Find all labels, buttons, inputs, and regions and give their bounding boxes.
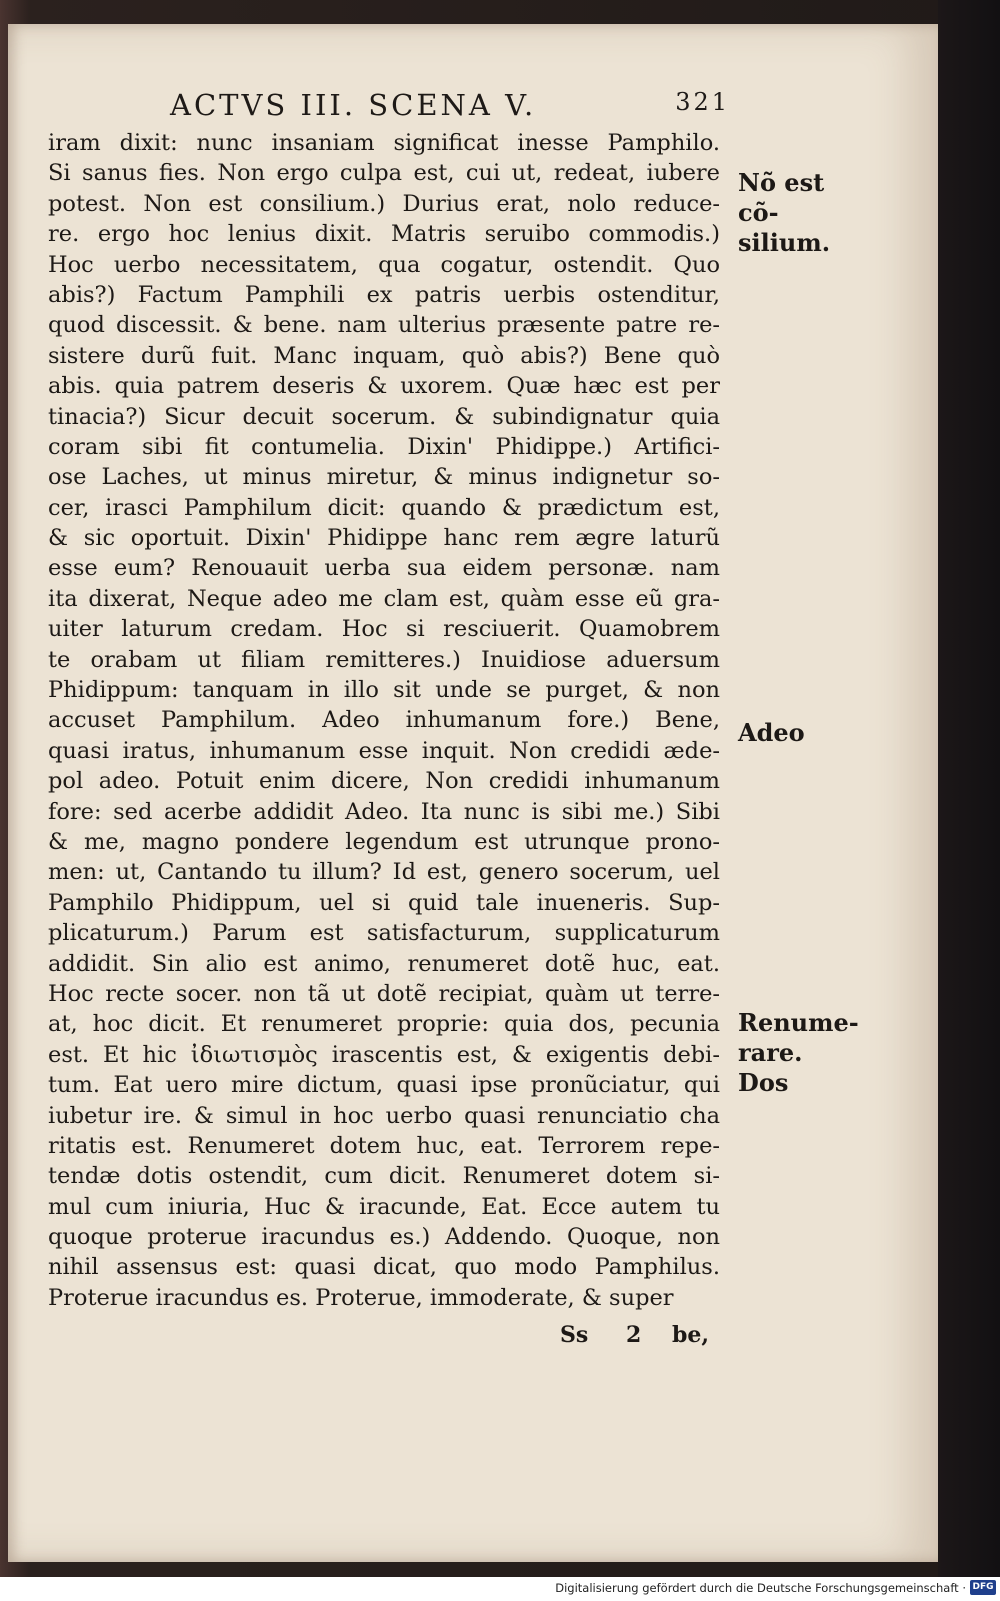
text-line: accuset Pamphilum. Adeo inhumanum fore.) Bene, [48, 707, 720, 734]
text-line: quod discessit. & bene. nam ulterius præsente patre re- [48, 312, 720, 339]
marginal-note-adeo [738, 718, 818, 748]
text-line: addidit. Sin alio est animo, renumeret dotẽ huc, eat. [48, 950, 720, 977]
text-line: abis. quia patrem deseris & uxorem. Quæ hæc est per [48, 373, 720, 400]
text-line: ose Laches, ut minus miretur, & minus indignetur so- [48, 464, 720, 491]
text-line: & sic oportuit. Dixin' Phidippe hanc rem ægre laturũ [48, 525, 720, 552]
text-line: iram dixit: nunc insaniam significat inesse Pamphilo. [48, 130, 720, 156]
text-line: est. Et hic ἰδιωτισμὸς irascentis est, & exigentis debi- [48, 1041, 720, 1068]
text-line: iubetur ire. & simul in hoc uerbo quasi renunciatio cha [48, 1102, 720, 1129]
text-line: re. ergo hoc lenius dixit. Matris seruibo commodis.) [48, 221, 720, 248]
text-line: tum. Eat uero mire dictum, quasi ipse pronũciatur, qui [48, 1072, 720, 1099]
commentary-text [48, 128, 720, 1313]
text-line: men: ut, Cantando tu illum? Id est, genero socerum, uel [48, 859, 720, 886]
text-line: ita dixerat, Neque adeo me clam est, quàm esse eũ gra- [48, 585, 720, 612]
text-line: tendæ dotis ostendit, cum dicit. Renumeret dotem si- [48, 1163, 720, 1190]
text-line: quasi iratus, inhumanum esse inquit. Non credidi æde- [48, 737, 720, 764]
text-line: te orabam ut filiam remitteres.) Inuidiose aduersum [48, 646, 720, 673]
text-line: ritatis est. Renumeret dotem huc, eat. Terrorem repe- [48, 1132, 720, 1159]
text-line: sistere durũ fuit. Manc inquam, quò abis?) Bene quò [48, 342, 720, 369]
catchword: be, [672, 1322, 710, 1348]
catchword-line [560, 1322, 720, 1356]
scan-margin [938, 0, 1000, 1601]
footer-credit: Digitalisierung gefördert durch die Deutsche Forschungsgemeinschaft · [555, 1581, 966, 1595]
text-line: esse eum? Renouauit uerba sua eidem personæ. nam [48, 555, 720, 582]
text-line: Phidippum: tanquam in illo sit unde se purget, & non [48, 677, 720, 704]
text-line: Pamphilo Phidippum, uel si quid tale inueneris. Sup- [48, 889, 720, 916]
dfg-logo-icon: DFG [970, 1580, 996, 1595]
text-line: pol adeo. Potuit enim dicere, Non credidi inhumanum [48, 768, 720, 795]
text-line: cer, irasci Pamphilum dicit: quando & prædictum est, [48, 494, 720, 521]
marginal-note-text: Renume- rare. Dos [738, 1008, 859, 1097]
marginal-note-text: Nõ est cõ- silium. [738, 168, 831, 257]
text-line: at, hoc dicit. Et renumeret proprie: quia dos, pecunia [48, 1011, 720, 1038]
page-number: 321 [675, 88, 730, 116]
marginal-note-renumerare [738, 1008, 859, 1098]
running-head-title: ACTVS III. SCENA V. [170, 88, 537, 122]
text-line: tinacia?) Sicur decuit socerum. & subindignatur quia [48, 403, 720, 430]
marginal-note-consilium [738, 168, 868, 258]
text-line: nihil assensus est: quasi dicat, quo modo Pamphilus. [48, 1254, 720, 1281]
text-line: uiter laturum credam. Hoc si resciuerit. Quamobrem [48, 616, 720, 643]
text-line: coram sibi fit contumelia. Dixin' Phidippe.) Artifici- [48, 433, 720, 460]
marginal-note-text: Adeo [738, 718, 805, 747]
signature-sheet: 2 [626, 1322, 642, 1348]
text-line: Hoc uerbo necessitatem, qua cogatur, ostendit. Quo [48, 251, 720, 278]
text-line: fore: sed acerbe addidit Adeo. Ita nunc is sibi me.) Sibi [48, 798, 720, 825]
text-line: Si sanus fies. Non ergo culpa est, cui ut, redeat, iubere [48, 160, 720, 187]
running-head [170, 88, 730, 128]
signature-mark: Ss [560, 1322, 589, 1348]
text-line: plicaturum.) Parum est satisfacturum, supplicaturum [48, 920, 720, 947]
text-line: quoque proterue iracundus es.) Addendo. Quoque, non [48, 1224, 720, 1251]
text-line: potest. Non est consilium.) Durius erat, nolo reduce- [48, 190, 720, 217]
text-line: abis?) Factum Pamphili ex patris uerbis ostenditur, [48, 281, 720, 308]
text-line: Hoc recte socer. non tã ut dotẽ recipiat, quàm ut terre- [48, 980, 720, 1007]
text-line: & me, magno pondere legendum est utrunque prono- [48, 828, 720, 855]
text-line: mul cum iniuria, Huc & iracunde, Eat. Ecce autem tu [48, 1193, 720, 1220]
text-line: Proterue iracundus es. Proterue, immoderate, & super [48, 1284, 674, 1311]
